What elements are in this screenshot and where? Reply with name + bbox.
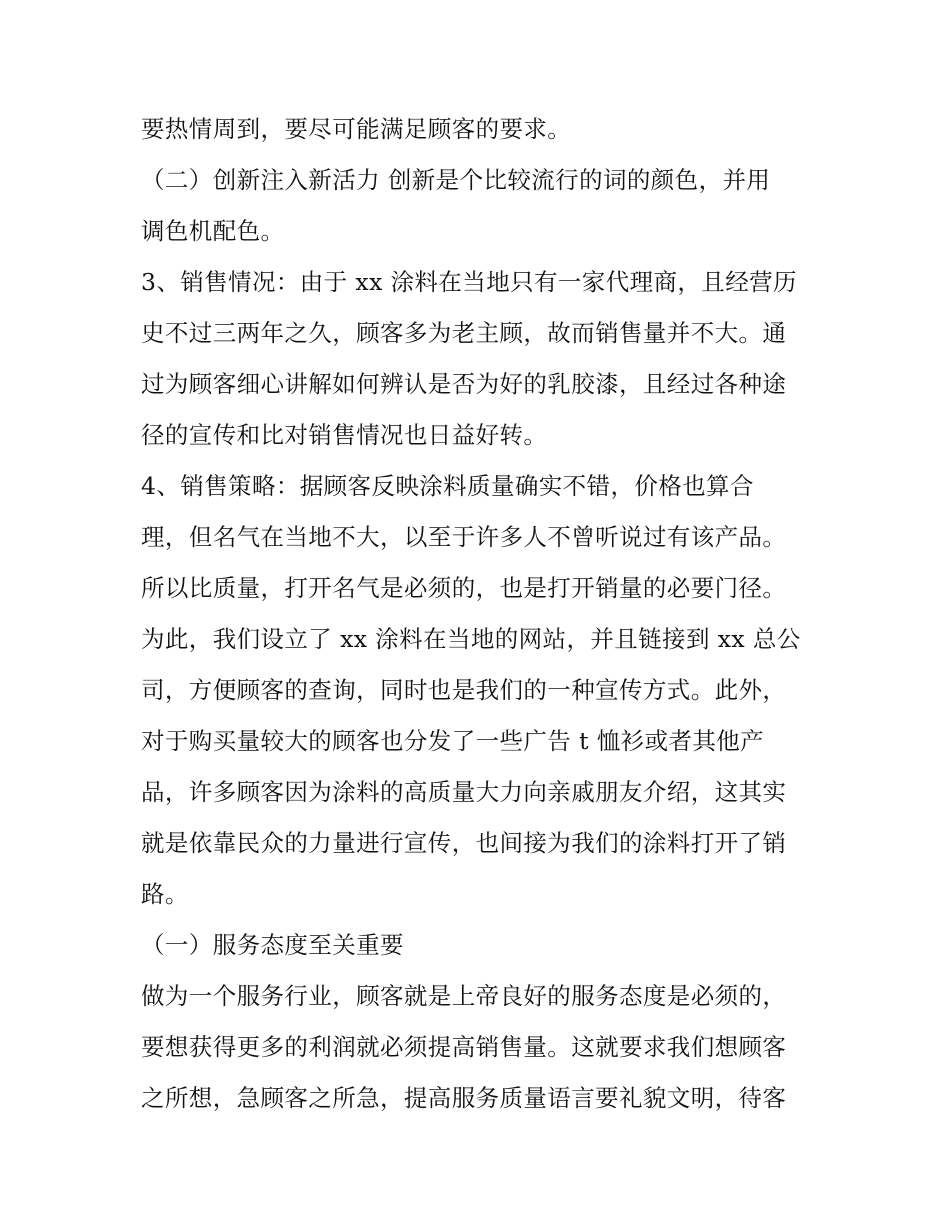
text-line: 路。 bbox=[141, 880, 189, 908]
text-line: 做为一个服务行业，顾客就是上帝良好的服务态度是必须的， bbox=[141, 982, 787, 1010]
text-line: 为此，我们设立了 xx 涂料在当地的网站，并且链接到 xx 总公 bbox=[141, 625, 801, 653]
text-line: 就是依靠民众的力量进行宣传，也间接为我们的涂料打开了销 bbox=[141, 829, 787, 857]
text-line: 理，但名气在当地不大，以至于许多人不曾听说过有该产品。 bbox=[141, 523, 787, 551]
text-line: 3、销售情况：由于 xx 涂料在当地只有一家代理商，且经营历 bbox=[141, 268, 797, 296]
text-line: 4、销售策略：据顾客反映涂料质量确实不错，价格也算合 bbox=[141, 472, 754, 500]
text-line: 之所想，急顾客之所急，提高服务质量语言要礼貌文明，待客 bbox=[141, 1084, 787, 1112]
text-line: 对于购买量较大的顾客也分发了一些广告 t 恤衫或者其他产 bbox=[141, 727, 765, 755]
text-line: 品，许多顾客因为涂料的高质量大力向亲戚朋友介绍，这其实 bbox=[141, 778, 787, 806]
text-line: 过为顾客细心讲解如何辨认是否为好的乳胶漆，且经过各种途 bbox=[141, 370, 787, 398]
text-line: 调色机配色。 bbox=[141, 217, 285, 245]
text-line: 要想获得更多的利润就必须提高销售量。这就要求我们想顾客 bbox=[141, 1033, 787, 1061]
text-line: 司，方便顾客的查询，同时也是我们的一种宣传方式。此外， bbox=[141, 676, 787, 704]
section-heading: （一）服务态度至关重要 bbox=[141, 931, 404, 959]
text-line: 径的宣传和比对销售情况也日益好转。 bbox=[141, 421, 548, 449]
text-line: （二）创新注入新活力 创新是个比较流行的词的颜色，并用 bbox=[141, 166, 771, 194]
text-line: 要热情周到，要尽可能满足顾客的要求。 bbox=[141, 115, 572, 143]
text-line: 所以比质量，打开名气是必须的，也是打开销量的必要门径。 bbox=[141, 574, 787, 602]
text-line: 史不过三两年之久，顾客多为老主顾，故而销售量并不大。通 bbox=[141, 319, 787, 347]
